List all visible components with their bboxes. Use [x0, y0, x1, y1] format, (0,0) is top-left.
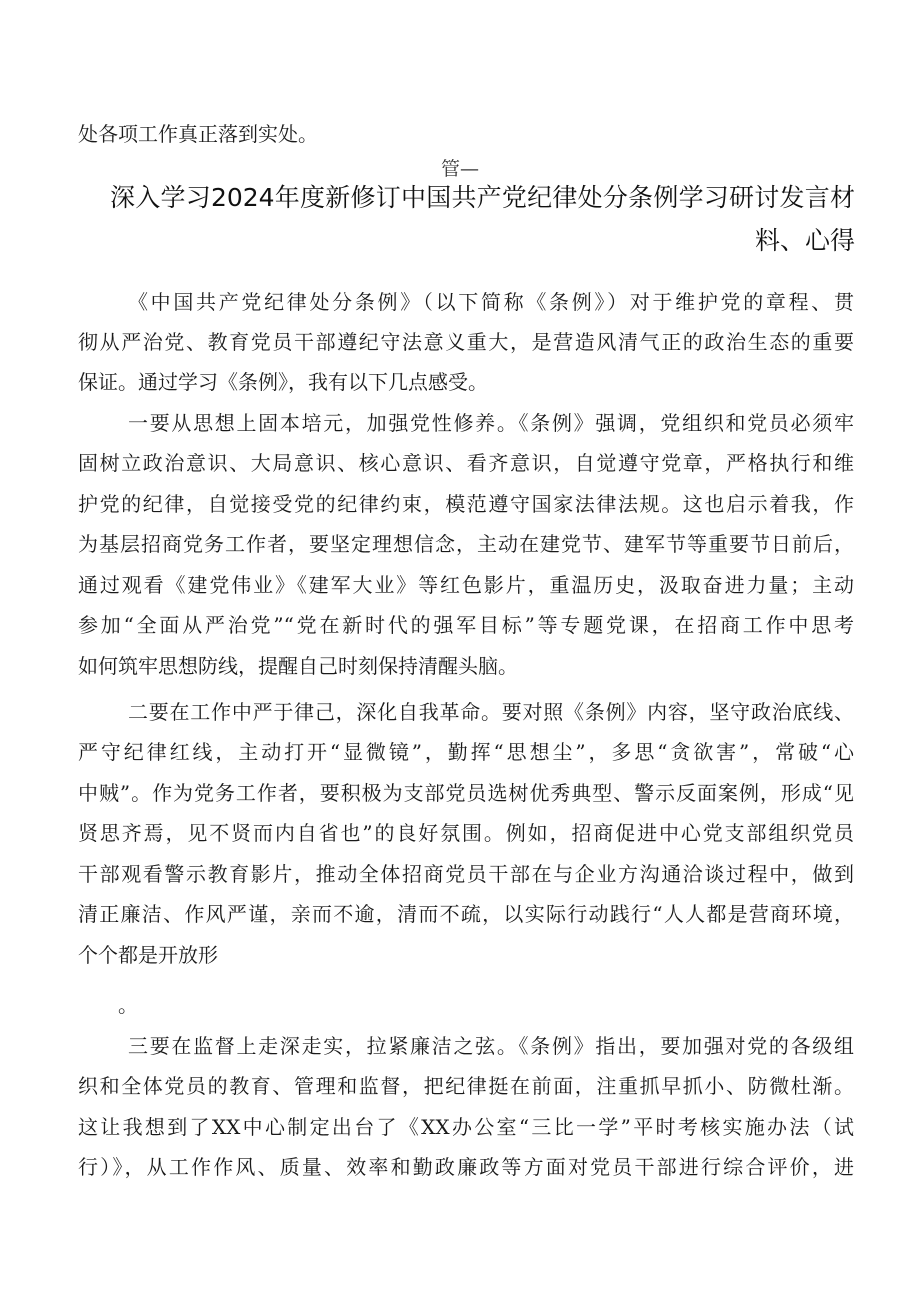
paragraph-1-line: 护党的纪律，自觉接受党的纪律约束，模范遵守国家法律法规。这也启示着我，作 [78, 492, 854, 516]
article-title-line-2: 料、心得 [754, 226, 855, 255]
paragraph-3-line: 三要在监督上走深走实，拉紧廉洁之弦。《条例》指出，要加强对党的各级组 [128, 1034, 854, 1058]
paragraph-3-line: 织和全体党员的教育、管理和监督，把纪律挺在前面，注重抓早抓小、防微杜渐。 [78, 1074, 854, 1098]
stray-period: 。 [118, 993, 138, 1017]
article-title-line-1: 深入学习2024年度新修订中国共产党纪律处分条例学习研讨发言材 [110, 183, 855, 212]
paragraph-1-line: 如何筑牢思想防线，提醒自己时刻保持清醒头脑。 [78, 654, 518, 678]
paragraph-3-line: 行）》，从工作作风、质量、效率和勤政廉政等方面对党员干部进行综合评价，进 [78, 1155, 854, 1179]
paragraph-2-line: 干部观看警示教育影片，推动全体招商党员干部在与企业方沟通洽谈过程中，做到 [78, 862, 854, 886]
paragraph-1-line: 固树立政治意识、大局意识、核心意识、看齐意识，自觉遵守党章，严格执行和维 [78, 451, 854, 475]
paragraph-2-line: 个个都是开放形 [78, 943, 218, 967]
lead-line: 处各项工作真正落到实处。 [78, 122, 318, 146]
paragraph-2-line: 清正廉洁、作风严谨，亲而不逾，清而不疏，以实际行动践行“人人都是营商环境， [78, 902, 854, 926]
section-separator: 管— [440, 158, 479, 180]
paragraph-1-line: 一要从思想上固本培元，加强党性修养。《条例》强调，党组织和党员必须牢 [128, 411, 854, 435]
paragraph-2-line: 贤思齐焉，见不贤而内自省也”的良好氛围。例如，招商促进中心党支部组织党员 [78, 821, 854, 845]
paragraph-1-line: 通过观看《建党伟业》《建军大业》等红色影片，重温历史，汲取奋进力量；主动 [78, 573, 854, 597]
paragraph-3-line: 这让我想到了XX中心制定出台了《XX办公室“三比一学”平时考核实施办法（试 [78, 1115, 854, 1139]
paragraph-1-line: 为基层招商党务工作者，要坚定理想信念，主动在建党节、建军节等重要节日前后， [78, 532, 854, 556]
paragraph-2-line: 二要在工作中严于律己，深化自我革命。要对照《条例》内容，坚守政治底线、 [128, 700, 854, 724]
intro-line: 彻从严治党、教育党员干部遵纪守法意义重大，是营造风清气正的政治生态的重要 [78, 330, 854, 354]
paragraph-2-line: 严守纪律红线，主动打开“显微镜”，勤挥“思想尘”，多思“贪欲害”，常破“心 [78, 740, 854, 764]
intro-line: 保证。通过学习《条例》，我有以下几点感受。 [78, 370, 488, 394]
intro-line: 《中国共产党纪律处分条例》（以下简称《条例》）对于维护党的章程、贯 [128, 290, 854, 314]
paragraph-2-line: 中贼”。作为党务工作者，要积极为支部党员选树优秀典型、警示反面案例，形成“见 [78, 781, 854, 805]
paragraph-1-line: 参加“全面从严治党”“党在新时代的强军目标”等专题党课，在招商工作中思考 [78, 613, 854, 637]
